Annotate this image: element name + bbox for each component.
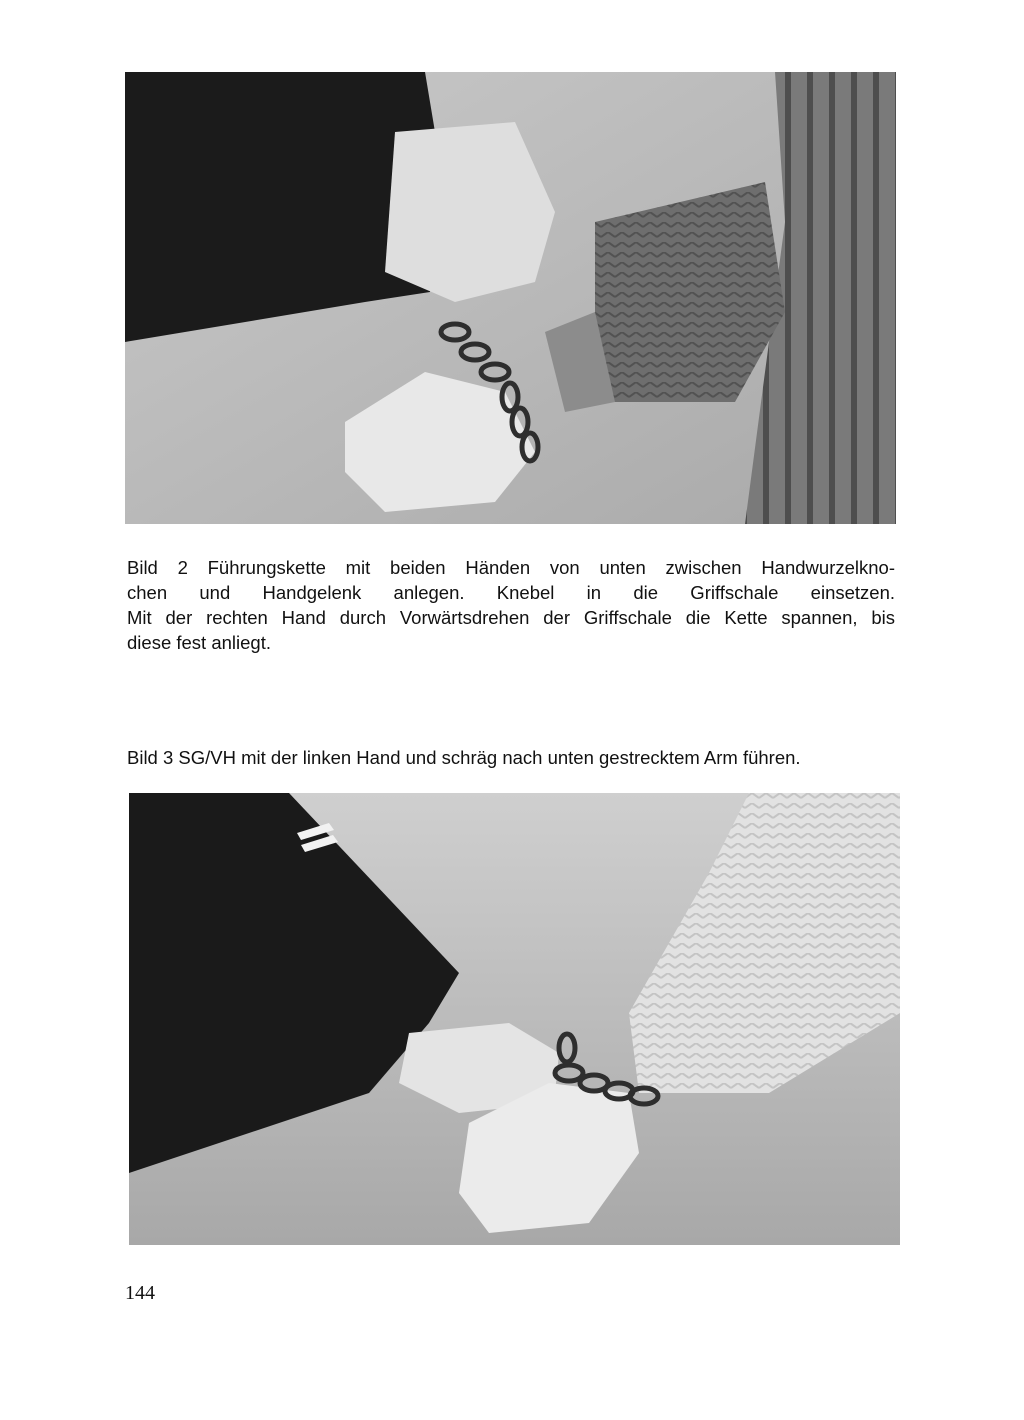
figure-photo-leading-by-chain xyxy=(129,793,900,1245)
figure-caption-bild-2 xyxy=(127,555,895,655)
caption-line: Bild 2 Führungskette mit beiden Händen von unten zwischen Handwurzelkno- xyxy=(127,557,895,578)
figure-caption-bild-3: Bild 3 SG/VH mit der linken Hand und schräg nach unten gestrecktem Arm führen. xyxy=(127,747,801,768)
caption-line: Mit der rechten Hand durch Vorwärtsdrehen der Griffschale die Kette spannen, bis xyxy=(127,607,895,628)
caption-line: diese fest anliegt. xyxy=(127,632,271,653)
page-number: 144 xyxy=(125,1282,155,1304)
figure-photo-chain-applied xyxy=(125,72,896,524)
caption-line: chen und Handgelenk anlegen. Knebel in die Griffschale einsetzen. xyxy=(127,582,895,603)
